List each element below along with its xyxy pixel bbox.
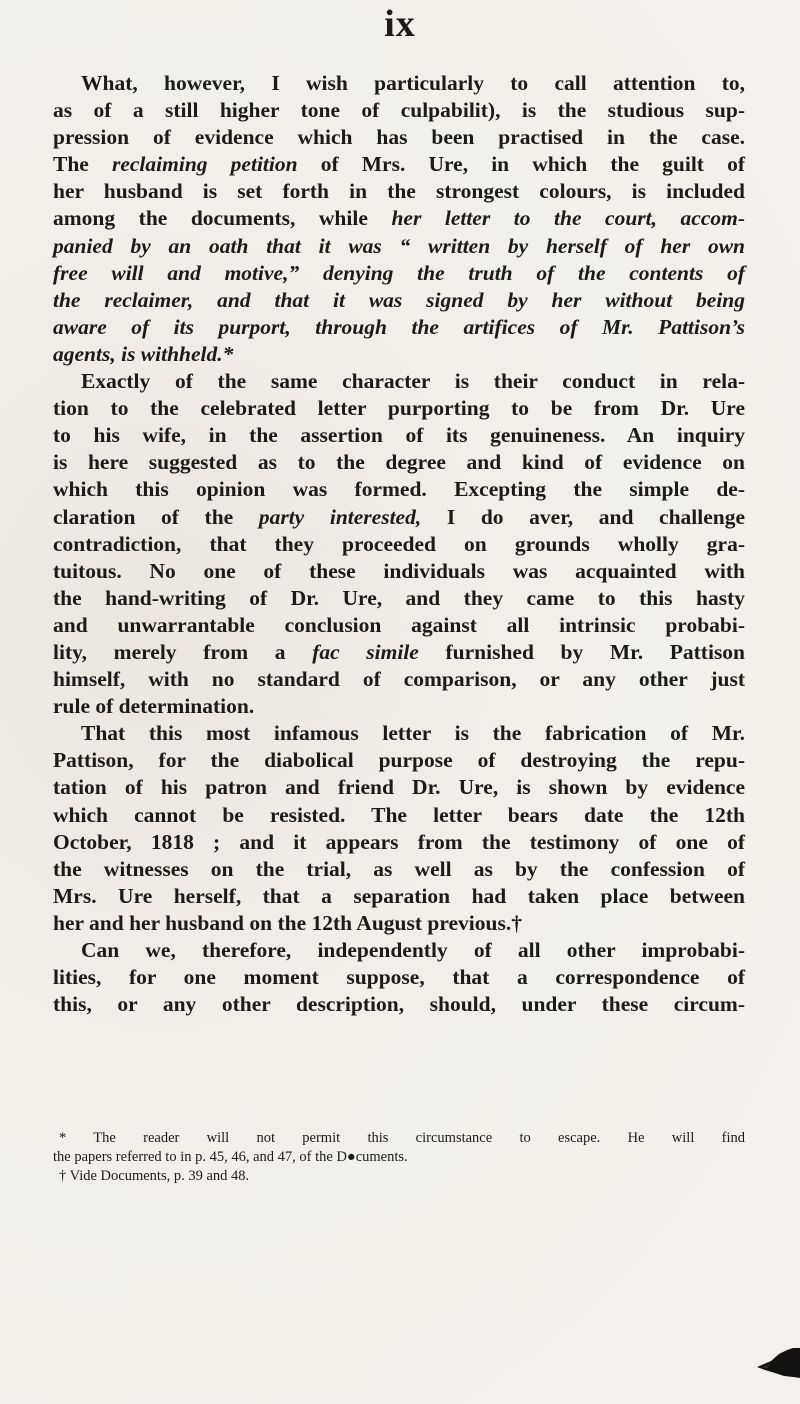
footnote-line: † Vide Documents, p. 39 and 48. [59, 1168, 250, 1184]
text-line: to his wife, in the assertion of its genuineness. An inquiry [53, 423, 745, 448]
text-line: pression of evidence which has been practised in the case. [53, 125, 745, 150]
text-segment: I do aver, and challenge [446, 504, 746, 529]
text-line: which cannot be resisted. The letter bears date the 12th [53, 802, 745, 827]
text-line: as of a still higher tone of culpabilit), is the studious sup- [53, 98, 745, 123]
italic-phrase: reclaiming petition [111, 152, 298, 177]
text-line [53, 260, 745, 287]
text-line: which this opinion was formed. Excepting the simple de- [53, 477, 745, 502]
text-line: her husband is set forth in the strongest colours, is included [53, 179, 745, 204]
text-segment: of Mrs. Ure, in which the guilt of [320, 152, 746, 177]
text-line: Can we, therefore, independently of all other improbabi- [81, 938, 745, 962]
text-segment: among the documents, while [53, 206, 368, 231]
footnote-line: * The reader will not permit this circumstance to escape. He will find [59, 1130, 745, 1146]
text-line: Exactly of the same character is their conduct in rela- [81, 369, 745, 394]
italic-phrase: the reclaimer, and that it was signed by her without being [53, 287, 745, 312]
footnotes [53, 1129, 745, 1186]
text-line [53, 314, 745, 341]
text-line: October, 1818 ; and it appears from the testimony of one of [53, 829, 745, 854]
text-segment: furnished by Mr. Pattison [445, 639, 746, 664]
text-line: is here suggested as to the degree and kind of evidence on [53, 450, 745, 475]
text-line: himself, with no standard of comparison, or any other just [53, 667, 745, 692]
text-line: rule of determination. [53, 694, 255, 719]
text-line: the hand-writing of Dr. Ure, and they came to this hasty [53, 585, 745, 610]
italic-phrase: panied by an oath that it was “ written by herself of her own [53, 233, 745, 258]
text-line [53, 504, 745, 531]
text-line: What, however, I wish particularly to call attention to, [81, 71, 745, 95]
italic-phrase: agents, is withheld.* [53, 341, 234, 366]
text-line [53, 639, 745, 666]
text-line: this, or any other description, should, under these circum- [53, 992, 745, 1017]
text-line: tuitous. No one of these individuals was acquainted with [53, 558, 745, 583]
text-line: lities, for one moment suppose, that a correspondence of [53, 965, 745, 990]
page-number: ix [384, 3, 416, 45]
text-line: contradiction, that they proceeded on grounds wholly gra- [53, 531, 745, 556]
text-line: and unwarrantable conclusion against all intrinsic probabi- [53, 612, 745, 637]
text-line [53, 233, 745, 260]
text-segment: The [53, 152, 89, 177]
italic-phrase: aware of its purport, through the artifices of Mr. Pattison’s [53, 314, 745, 339]
text-segment: lity, merely from a [53, 639, 286, 664]
text-line [53, 151, 745, 178]
body-text [53, 70, 745, 1018]
italic-phrase: party interested, [258, 504, 422, 529]
text-line: Mrs. Ure herself, that a separation had taken place between [53, 883, 745, 908]
text-line: That this most infamous letter is the fabrication of Mr. [81, 721, 745, 746]
text-line: tion to the celebrated letter purporting to be from Dr. Ure [53, 396, 745, 421]
text-line [53, 205, 745, 232]
text-line [53, 287, 745, 314]
text-line: Pattison, for the diabolical purpose of destroying the repu- [53, 748, 745, 773]
italic-phrase: free will and motive,” denying the truth of the contents of [53, 260, 745, 285]
ink-blot-icon [757, 1348, 800, 1378]
italic-phrase: her letter to the court, accom- [391, 206, 745, 231]
text-line: the witnesses on the trial, as well as by the confession of [53, 856, 745, 881]
text-line: her and her husband on the 12th August previous.† [53, 910, 522, 935]
text-segment: claration of the [53, 504, 234, 529]
italic-phrase: fac simile [312, 639, 419, 664]
footnote-line: the papers referred to in p. 45, 46, and 47, of the D●cuments. [53, 1149, 408, 1165]
text-line [53, 341, 745, 368]
text-line: tation of his patron and friend Dr. Ure, is shown by evidence [53, 775, 745, 800]
